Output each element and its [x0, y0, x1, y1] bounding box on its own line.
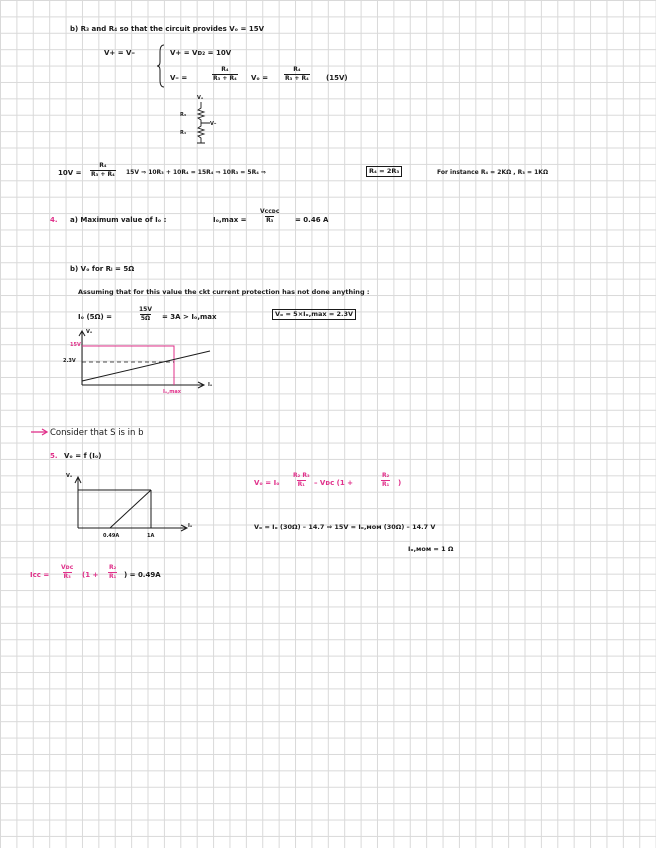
fraction-denominator: R₃ + R₄: [91, 171, 115, 178]
vo-expr-fraction1: [292, 473, 311, 488]
io-5ohm-rest: = 3A > Iₒ,max: [162, 313, 217, 321]
fraction-numerator: Vᴅᴄ: [61, 564, 74, 571]
graph1-tick-15v: 15V: [70, 342, 81, 348]
vo-result-box: Vₒ = 5×Iₒ,max = 2.3V: [272, 309, 356, 320]
partb-heading: b) R₃ and R₄ so that the circuit provides Vₒ = 15V: [70, 25, 264, 33]
icc-fraction1: [60, 565, 74, 580]
divider-r4-label: R₄: [180, 130, 187, 136]
iomax-label: Iₒ,max =: [213, 216, 247, 224]
p5-number: 5.: [50, 452, 58, 460]
resistor-divider-icon: [190, 100, 216, 146]
fraction-numerator: 15V: [139, 306, 152, 313]
icc-paren-open: (1 +: [82, 571, 99, 579]
vo-f-io-graph: [64, 474, 200, 544]
fraction-numerator: Vᴄᴄᴅᴄ: [260, 208, 280, 215]
divider-r3-label: R₃: [180, 112, 187, 118]
eq-derivation: 15V ⇒ 10R₃ + 10R₄ = 15R₄ ⇒ 10R₃ = 5R₄ ⇒: [126, 169, 266, 176]
fraction-denominator: R₁: [297, 481, 305, 488]
vo-label: Vₒ =: [251, 74, 269, 82]
instance-note: For instance R₄ = 2KΩ , R₃ = 1KΩ: [437, 169, 549, 176]
graph2-y-label: Vₒ: [66, 473, 73, 479]
p4-number: 4.: [50, 216, 58, 224]
assumption-text: Assuming that for this value the ckt current protection has not done anything :: [78, 288, 370, 296]
eq-result-box: R₄ = 2R₃: [366, 166, 402, 177]
divider-vminus-label: V–: [210, 121, 217, 127]
fraction-denominator: R₃ + R₄: [213, 75, 237, 82]
fraction-numerator: R₄: [221, 66, 229, 73]
fraction-denominator: 5Ω: [140, 315, 151, 322]
vo-expr-fraction2: [381, 473, 390, 488]
vo-expr-minus: – Vᴅᴄ (1 +: [314, 479, 354, 487]
fraction-denominator: R₁: [109, 573, 117, 580]
fraction-numerator: R₄: [293, 66, 301, 73]
vo-vs-io-graph: [70, 330, 220, 400]
graph2-x-label: Iₒ: [188, 523, 193, 529]
vo-expr-start: Vₒ = Iₒ: [254, 479, 280, 487]
p4b-heading: b) Vₒ for Rₗ = 5Ω: [70, 265, 135, 273]
graph1-x-label: Iₒ: [208, 382, 213, 388]
arrow-right-icon: [30, 428, 50, 436]
eq-lhs: 10V =: [58, 169, 82, 177]
iomax-result: = 0.46 A: [295, 216, 329, 224]
p4a-heading: a) Maximum value of Iₒ :: [70, 216, 167, 224]
graph1-tick-2-3v: 2.3V: [63, 358, 76, 364]
vplus-equals-vminus: V+ = V–: [104, 49, 135, 57]
p5-heading: Vₒ = f (Iₒ): [64, 452, 102, 460]
vo-numeric-eq: Vₒ = Iₒ (30Ω) – 14.7 ⇒ 15V = Iₒ,ᴍᴏᴍ (30Ω) – 14.7 V: [254, 523, 436, 531]
graph1-tick-iomax: Iₒ,max: [163, 389, 182, 395]
fraction-numerator: R₄: [99, 162, 107, 169]
vplus-value: V+ = Vᴅ₂ = 10V: [170, 49, 232, 57]
vo-expr-close: ): [398, 479, 402, 487]
fraction-numerator: R₂: [109, 564, 117, 571]
system-brace: [158, 44, 166, 88]
icc-result: ) = 0.49A: [124, 571, 161, 579]
vminus-label: V– =: [170, 74, 188, 82]
fraction-denominator: R₃: [266, 217, 274, 224]
fraction-denominator: R₃ + R₄: [285, 75, 309, 82]
fraction-denominator: R₁: [382, 481, 390, 488]
icc-fraction2: [108, 565, 117, 580]
divider-vo-label: Vₒ: [197, 95, 204, 101]
fraction-numerator: R₂ R₃: [293, 472, 310, 479]
graph2-tick-0-49a: 0.49A: [103, 533, 120, 539]
times-15v: (15V): [326, 74, 348, 82]
io-5ohm-fraction: [138, 307, 153, 322]
vminus-fraction: [212, 67, 238, 82]
consider-note: Consider that S is in b: [50, 428, 144, 438]
graph1-y-label: Vₒ: [86, 329, 93, 335]
fraction-numerator: R₂: [382, 472, 390, 479]
io-nom-result: Iₒ,ᴍᴏᴍ = 1 Ω: [408, 545, 454, 553]
icc-lhs: Iᴄᴄ =: [30, 571, 50, 579]
iomax-fraction: [259, 209, 280, 224]
fraction-denominator: R₃: [63, 573, 71, 580]
eq-fraction: [90, 163, 116, 178]
graph2-tick-1a: 1A: [147, 533, 155, 539]
vo-fraction: [284, 67, 310, 82]
io-5ohm-label: Iₒ (5Ω) =: [78, 313, 112, 321]
